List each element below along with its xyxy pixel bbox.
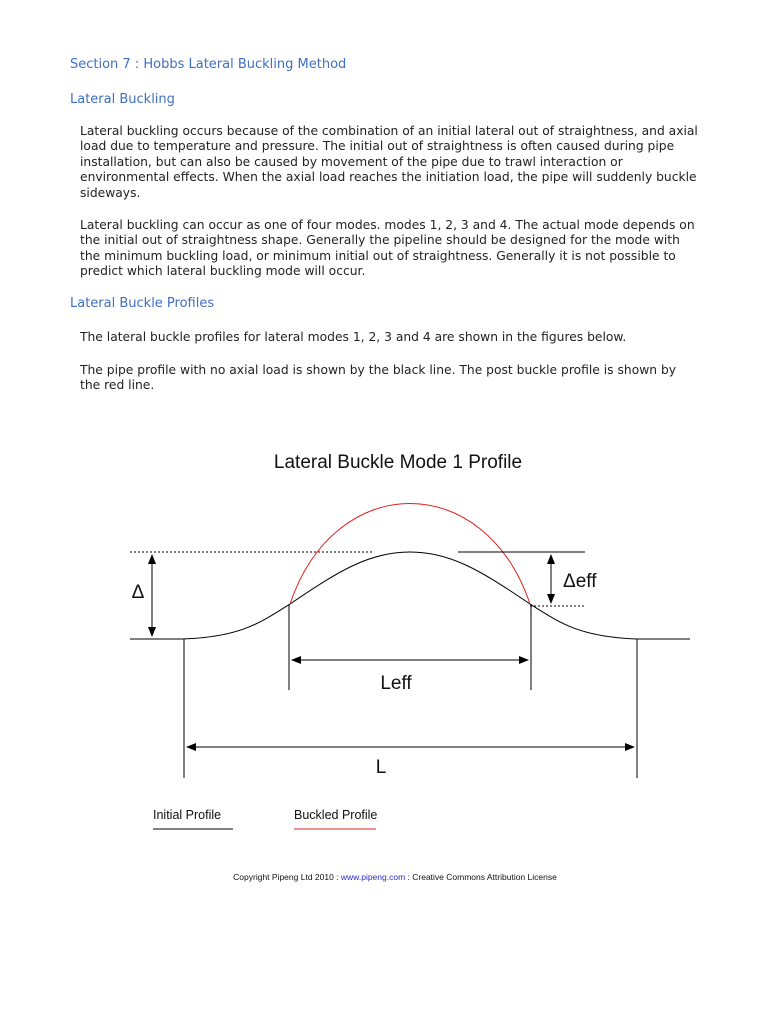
copyright-prefix: Copyright Pipeng Ltd 2010 : (233, 872, 341, 882)
copyright-link[interactable]: www.pipeng.com (340, 872, 406, 882)
legend-initial-label: Initial Profile (153, 808, 222, 822)
copyright-line (233, 872, 557, 882)
legend-buckled-label: Buckled Profile (294, 808, 378, 822)
figure-title: Lateral Buckle Mode 1 Profile (273, 452, 523, 473)
paragraph-profiles-intro: The lateral buckle profiles for lateral modes 1, 2, 3 and 4 are shown in the figures below. (80, 330, 627, 344)
delta-eff-label: Δeff (563, 571, 597, 592)
delta-label: Δ (131, 582, 145, 603)
copyright-suffix: : Creative Commons Attribution License (405, 872, 557, 882)
leff-label: Leff (380, 673, 412, 694)
paragraph-lateral-buckling-cause: Lateral buckling occurs because of the combination of an initial lateral out of straightness, and axial load due to temperature and pressure. The initial out of straightness is often caused during pipe installation, but can also be caused by movement of the pipe due to trawl interaction or environmental effects. When the axial load reaches the initiation load, the pipe will suddenly buckle sideways. (80, 124, 698, 200)
paragraph-profiles-legend: The pipe profile with no axial load is shown by the black line. The post buckle profile is shown by the red line. (80, 363, 677, 393)
paragraph-lateral-buckling-modes: Lateral buckling can occur as one of four modes. modes 1, 2, 3 and 4. The actual mode depends on the initial out of straightness shape. Generally the pipeline should be designed for the mode with the minimum buckling load, or minimum initial out of straightness. Generally it is not possible to predict which lateral buckling mode will occur. (80, 218, 695, 279)
heading-lateral-buckling: Lateral Buckling (70, 92, 175, 107)
l-label: L (375, 757, 387, 778)
buckled-profile-line (290, 504, 530, 605)
heading-lateral-buckle-profiles: Lateral Buckle Profiles (70, 296, 215, 311)
section-title: Section 7 : Hobbs Lateral Buckling Method (70, 57, 347, 72)
initial-profile-line (183, 552, 637, 639)
